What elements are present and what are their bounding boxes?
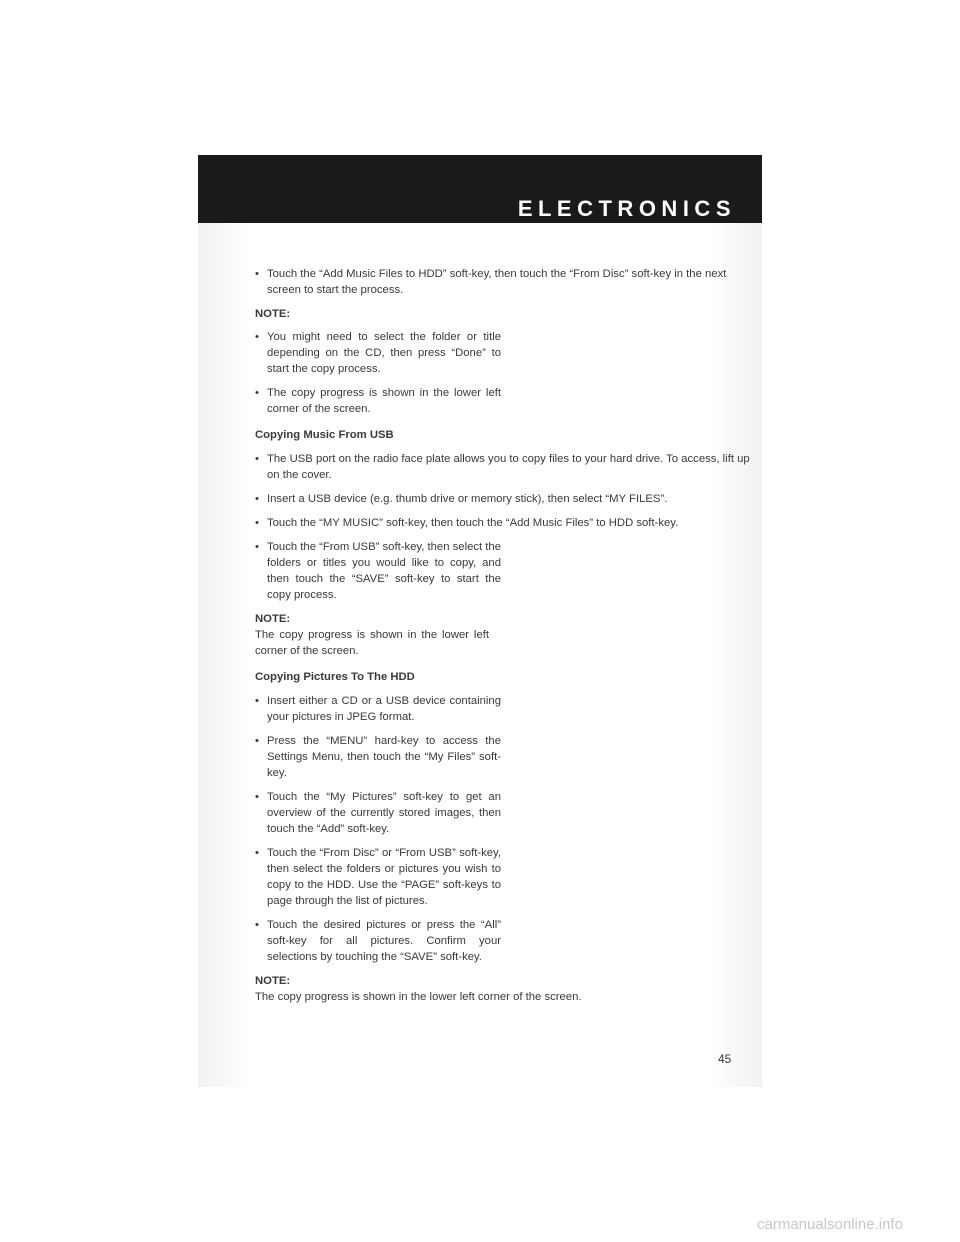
note-text: The copy progress is shown in the lower left corner of the screen. — [255, 629, 489, 657]
pictures-bullet: • Insert either a CD or a USB device containing your pictures in JPEG format. — [255, 693, 501, 725]
note-label: NOTE: — [255, 975, 291, 987]
section-header — [198, 155, 762, 223]
watermark: carmanualsonline.info — [757, 1216, 903, 1233]
note-bullet: • The copy progress is shown in the lower left corner of the screen. — [255, 385, 501, 417]
usb-bullet: • The USB port on the radio face plate allows you to copy files to your hard drive. To access, lift up on the cover. — [255, 451, 751, 483]
pictures-bullet: • Press the “MENU” hard-key to access the Settings Menu, then touch the “My Files” soft-key. — [255, 733, 501, 781]
usb-bullet: • Insert a USB device (e.g. thumb drive or memory stick), then select “MY FILES”. — [255, 491, 751, 507]
pictures-bullet: • Touch the desired pictures or press the “All” soft-key for all pictures. Confirm your selections by touching the “SAVE” soft-key. — [255, 917, 501, 965]
section-title: ELECTRONICS — [517, 196, 736, 221]
note-label: NOTE: — [255, 613, 291, 625]
intro-bullet: • Touch the “Add Music Files to HDD” soft-key, then touch the “From Disc” soft-key in the next screen to start the process. — [255, 266, 751, 298]
page-content — [255, 266, 755, 1013]
note-bullet: • You might need to select the folder or title depending on the CD, then press “Done” to start the copy process. — [255, 329, 501, 377]
pictures-bullet: • Touch the “My Pictures” soft-key to get an overview of the currently stored images, then touch the “Add” soft-key. — [255, 789, 501, 837]
usb-bullet: • Touch the “From USB” soft-key, then select the folders or titles you would like to copy, and then touch the “SAVE” soft-key to start the copy process. — [255, 539, 501, 603]
note-text: The copy progress is shown in the lower left corner of the screen. — [255, 991, 582, 1003]
usb-heading: Copying Music From USB — [255, 429, 394, 441]
page-number: 45 — [718, 1052, 732, 1066]
pictures-bullet: • Touch the “From Disc” or “From USB” soft-key, then select the folders or pictures you wish to copy to the HDD. Use the “PAGE” soft-keys to page through the list of pictures. — [255, 845, 501, 909]
pictures-heading: Copying Pictures To The HDD — [255, 671, 415, 683]
usb-bullet: • Touch the “MY MUSIC” soft-key, then touch the “Add Music Files” to HDD soft-key. — [255, 515, 751, 531]
note-label: NOTE: — [255, 308, 291, 320]
